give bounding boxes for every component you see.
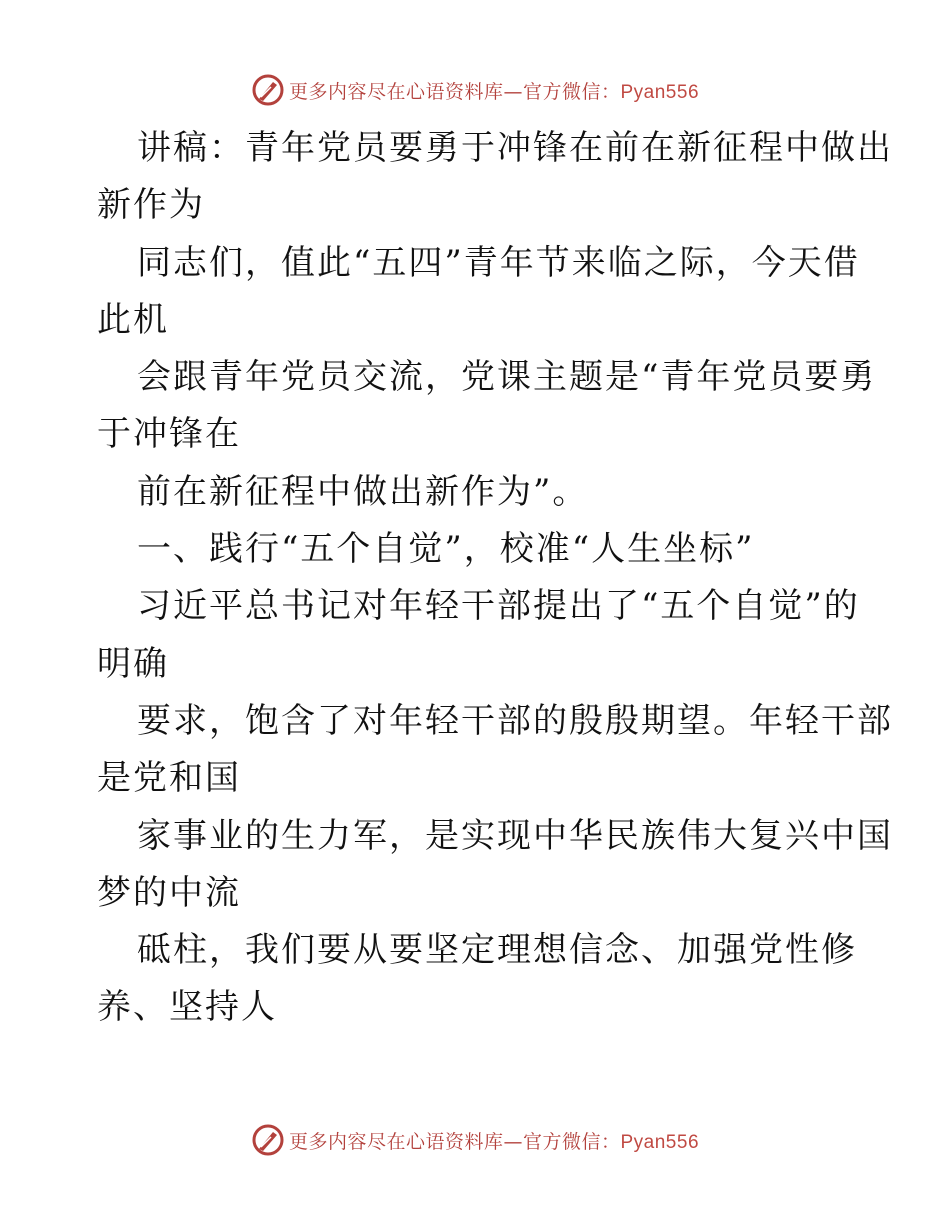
text-line: 一、践行“五个自觉”，校准“人生坐标” (137, 529, 755, 570)
text-line: 此机 (97, 299, 169, 340)
watermark-text: 更多内容尽在心语资料库—官方微信：Pyan556 (288, 80, 700, 103)
watermark-text: 更多内容尽在心语资料库—官方微信：Pyan556 (288, 1130, 700, 1153)
text-line: 家事业的生力军，是实现中华民族伟大复兴中国 (137, 815, 893, 856)
text-line: 新作为 (97, 185, 205, 226)
text-line: 要求，饱含了对年轻干部的殷殷期望。年轻干部 (137, 700, 893, 741)
text-line: 习近平总书记对年轻干部提出了“五个自觉”的 (137, 586, 860, 627)
text-line: 明确 (97, 643, 169, 684)
text-line: 会跟青年党员交流，党课主题是“青年党员要勇 (137, 357, 877, 398)
footer-watermark (0, 1120, 950, 1160)
text-line: 养、坚持人 (97, 987, 277, 1028)
document-body (97, 120, 893, 1037)
text-line: 梦的中流 (97, 872, 241, 913)
quill-logo-icon (251, 73, 285, 107)
text-line: 是党和国 (97, 758, 241, 799)
text-line: 砥柱，我们要从要坚定理想信念、加强党性修 (137, 930, 857, 971)
text-line: 前在新征程中做出新作为”。 (137, 471, 589, 512)
text-line: 同志们，值此“五四”青年节来临之际，今天借 (137, 242, 860, 283)
quill-logo-icon (251, 1123, 285, 1157)
text-line: 讲稿：青年党员要勇于冲锋在前在新征程中做出 (137, 128, 893, 168)
header-watermark (0, 70, 950, 110)
text-line: 于冲锋在 (97, 414, 241, 455)
